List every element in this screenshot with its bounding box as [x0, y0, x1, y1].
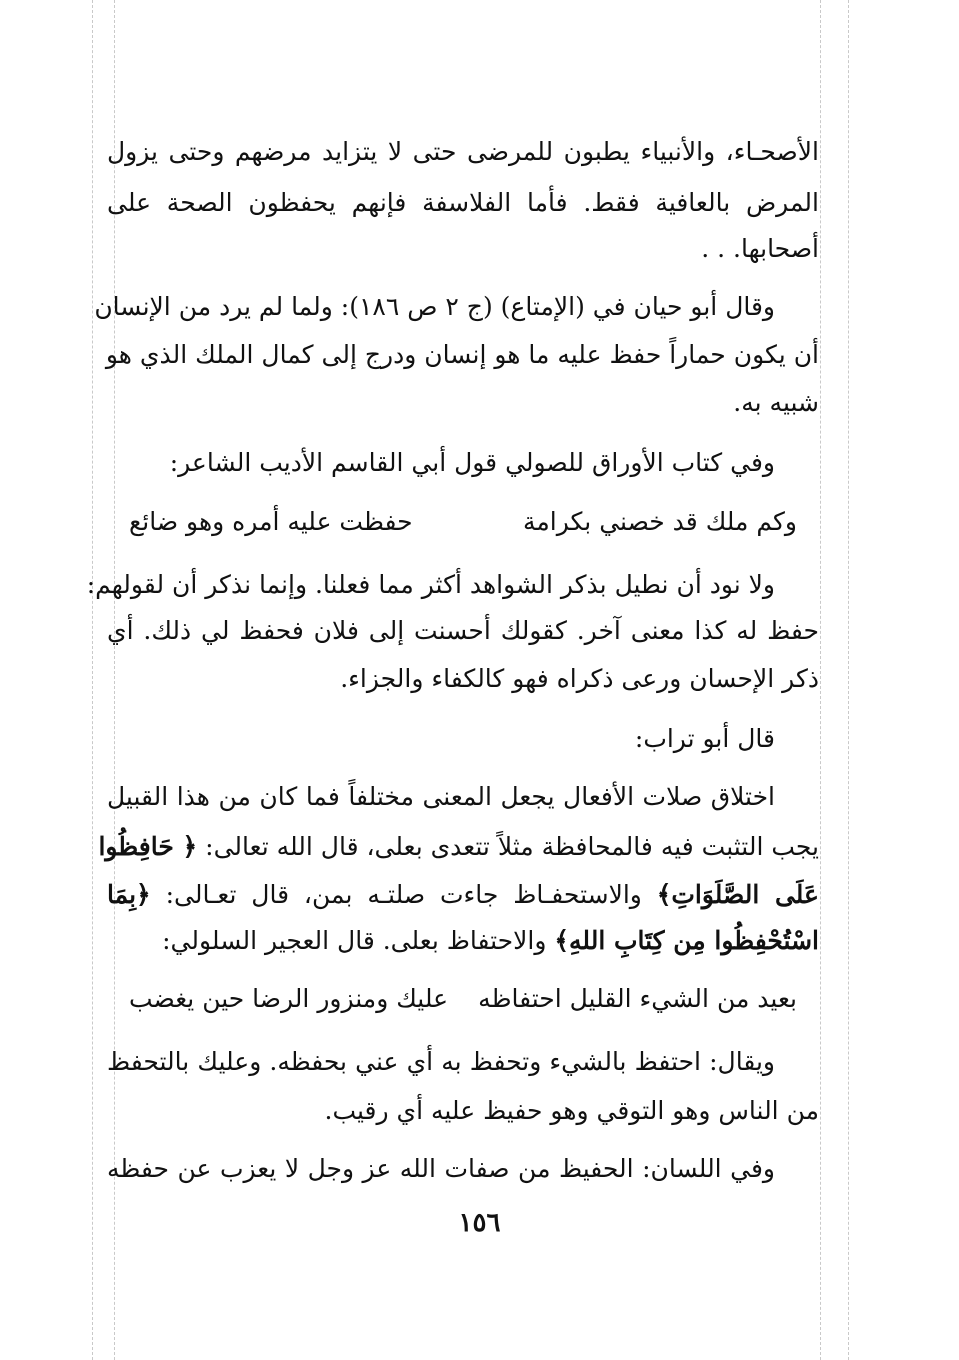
poetry-verse [107, 505, 819, 539]
text-segment: والاستحفـاظ جاءت صلتـه بمن، قال تعـالى: [165, 880, 642, 909]
verse-first-hemistich: بعيد من الشيء القليل احتفاظه [478, 984, 797, 1013]
text-line: أن يكون حماراً حفظ عليه ما هو إنسان ودرج إلى كمال الملك الذي هو [105, 340, 819, 369]
text-line [98, 830, 819, 864]
quran-quote: ﴿بِمَا [107, 880, 151, 909]
scan-guide-line [92, 0, 93, 1360]
text-line: وفي اللسان: الحفيظ من صفات الله عز وجل لا يعزب عن حفظه [107, 1154, 775, 1183]
text-segment: والاحتفاظ بعلى. قال العجير السلولي: [162, 926, 547, 955]
text-line: وقال أبو حيان في (الإمتاع) (ج ٢ ص ١٨٦): ولما لم يرد من الإنسان [94, 292, 775, 321]
page-number: ١٥٦ [458, 1208, 501, 1238]
text-line: من الناس وهو التوقي وهو حفيظ عليه أي رقيب. [324, 1096, 819, 1125]
text-line: الأصحـاء، والأنبياء يطبون للمرضى حتى لا يتزايد مرضهم وحتى يزول [107, 137, 819, 166]
poetry-verse [107, 982, 819, 1016]
text-line: شبيه به. [733, 388, 819, 417]
text-line [107, 878, 819, 912]
text-segment: يجب التثبت فيه فالمحافظة مثلاً تتعدى بعلى، قال الله تعالى: [205, 832, 819, 861]
text-line: ذكر الإحسان ورعى ذكراه فهو كالكفاء والجزاء. [340, 664, 819, 693]
text-line [107, 924, 819, 958]
verse-second-hemistich: حفظت عليه أمره وهو ضائع [129, 507, 413, 536]
quran-quote: ﴿ حَافِظُوا [98, 832, 198, 861]
verse-second-hemistich: عليك ومنزور الرضا حين يغضب [129, 984, 449, 1013]
scan-guide-line [820, 0, 821, 1360]
text-line: ويقال: احتفظ بالشيء وتحفظ به أي عني بحفظه. وعليك بالتحفظ [107, 1047, 775, 1076]
verse-first-hemistich: وكم ملك قد خصني بكرامة [522, 507, 797, 536]
text-line: المرض بالعافية فقط. فأما الفلاسفة فإنهم يحفظون الصحة على [107, 188, 819, 217]
text-line: حفظ له كذا معنى آخر. كقولك أحسنت إلى فلان فحفظ لي ذلك. أي [107, 616, 819, 645]
text-line: وفي كتاب الأوراق للصولي قول أبي القاسم الأديب الشاعر: [169, 448, 775, 477]
quran-quote: اسْتُحْفِظُوا مِن كِتَابِ اللهِ﴾ [554, 926, 819, 955]
text-line: ولا نود أن نطيل بذكر الشواهد أكثر مما فعلنا. وإنما نذكر أن لقولهم: [86, 570, 775, 599]
text-line: اختلاق صلات الأفعال يجعل المعنى مختلفاً فما كان من هذا القبيل [107, 782, 775, 811]
text-line: أصحابها. . . [701, 234, 819, 263]
text-line: قال أبو تراب: [634, 724, 775, 753]
quran-quote: عَلَى الصَّلَوَاتِ﴾ [656, 880, 819, 909]
scan-guide-line [848, 0, 849, 1360]
